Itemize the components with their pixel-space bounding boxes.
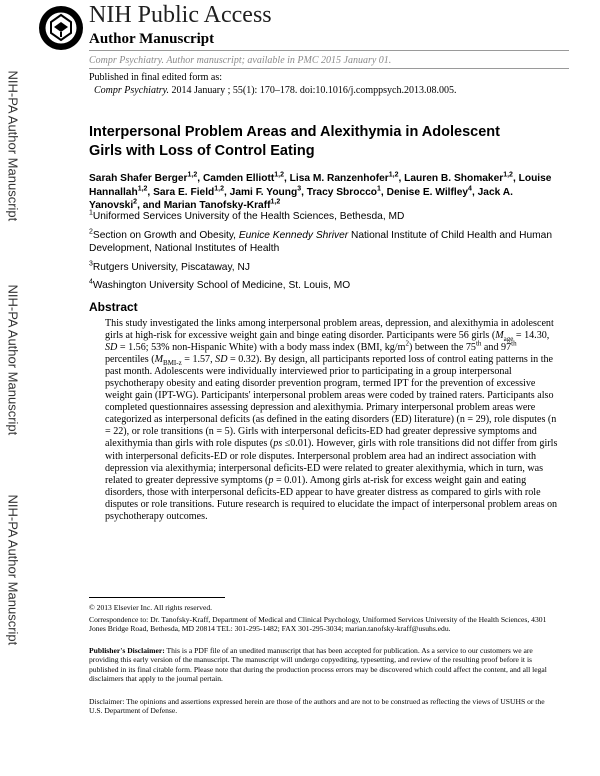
affiliation-marker: 3 <box>89 260 93 268</box>
abstract-math: M <box>495 330 504 342</box>
author-name: Tracy Sbrocco <box>306 186 378 198</box>
abstract-math: M <box>154 354 164 366</box>
pmc-availability-note: Compr Psychiatry. Author manuscript; available in PMC 2015 January 01. <box>89 55 392 66</box>
article-title-line-2: Girls with Loss of Control Eating <box>89 143 315 159</box>
abstract-heading: Abstract <box>89 300 138 314</box>
author-separator: , <box>284 173 290 184</box>
abstract-superscript: th <box>475 339 482 348</box>
abstract-text: This study investigated the links among interpersonal problem areas, depression, and alexithymia in adolescent girls at high-risk for excessive weight gain and binge eating disorder. Participants were 56 girls ( <box>105 318 554 342</box>
correspondence-note: Correspondence to: Dr. Tanofsky-Kraff, Department of Medical and Clinical Psychology, Uniformed Services University of the Health Sciences, 4301 Jones Bridge Road, Bethesda, MD 20814 TEL: 301-295-1482; FAX 301-295-3034; marian.tanofsky-kraff@usuhs.edu. <box>89 615 547 634</box>
author-affiliation-marker: 2 <box>133 198 138 206</box>
author-name: Denise E. Wilfley <box>386 186 469 198</box>
article-title <box>89 123 529 161</box>
affiliation-marker: 2 <box>89 228 93 236</box>
abstract-text: = 0.01). Among girls at-risk for excess weight gain and eating disorders, those with interpersonal deficits-ED appear to have greater distress as compared to girls with role disputes or role transitions. Future research is required to elucidate the impact of interpersonal problem areas on psychotherapy outcomes. <box>105 474 558 522</box>
author-separator: , <box>301 186 307 198</box>
abstract-text: percentiles ( <box>105 354 155 366</box>
author-name: Louise Hannallah <box>89 173 552 198</box>
author-separator: , and <box>137 200 164 212</box>
article-title-line-1: Interpersonal Problem Areas and Alexithymia in Adolescent <box>89 124 500 140</box>
author-affiliation-marker: 1,2 <box>270 198 281 206</box>
abstract-superscript: 2 <box>405 339 409 348</box>
footnote-rule <box>89 597 225 598</box>
affiliation-marker: 1 <box>89 209 93 217</box>
abstract-subscript: age <box>503 335 514 344</box>
author-separator: , <box>223 186 230 198</box>
author-separator: , <box>380 186 387 198</box>
abstract-math: SD <box>105 342 118 354</box>
affiliation-italic-text: Eunice Kennedy Shriver <box>238 230 349 241</box>
header-rule-bottom <box>89 68 569 69</box>
abstract-text: = 1.57, <box>181 354 216 366</box>
author-name: Lauren B. Shomaker <box>404 173 504 184</box>
author-name: Sara E. Field <box>153 186 215 198</box>
abstract-text: = 0.32). By design, all participants reported loss of control eating patterns in the past month. Adolescents were individually interviewed prior to participating in a group interpersonal psychotherapy obesity and eating disorder prevention program, termed IPT for the prevention of excessive weight gain (IPT-WG). Participants' interpersonal problem areas were coded by trained raters. Participants also completed questionnaires assessing depression and alexithymia. Primary interpersonal problem areas were categorized as interpersonal deficits (as defined in the eating disorders (ED) literature) (n = 29), role disputes (n = 22), or role transitions (n = 5). Girls with interpersonal deficits-ED had greater depressive symptoms and alexithymia than girls with role disputes ( <box>105 354 557 450</box>
side-watermark-bottom: NIH-PA Author Manuscript <box>5 494 21 646</box>
author-affiliation-marker: 1 <box>377 185 381 193</box>
author-separator: , <box>147 186 154 198</box>
author-name: Jami F. Young <box>229 186 298 198</box>
affiliation-text: Uniformed Services University of the Health Sciences, Bethesda, MD <box>92 211 405 222</box>
abstract-text: = 14.30, <box>513 330 550 342</box>
abstract-math: p <box>268 474 274 486</box>
header-rule-top <box>89 50 569 51</box>
author-affiliation-marker: 1,2 <box>137 185 148 193</box>
affiliation-text: Washington University School of Medicine, St. Louis, MO <box>92 280 351 291</box>
affiliation-3 <box>89 261 559 274</box>
abstract-text: = 1.56; 53% non-Hispanic White) with a body mass index (BMI, kg/m <box>117 342 406 354</box>
abstract-subscript: BMI-z <box>163 359 182 368</box>
views-disclaimer: Disclaimer: The opinions and assertions expressed herein are those of the authors and are not to be construed as reflecting the views of USUHS or the U.S. Department of Defense. <box>89 697 545 716</box>
affiliation-text: National Institute of Child Health and Human Development, National Institutes of Health <box>89 230 552 254</box>
affiliation-1 <box>89 210 559 223</box>
author-separator: , <box>471 186 478 198</box>
copyright-notice: © 2013 Elsevier Inc. All rights reserved. <box>89 603 213 612</box>
author-affiliation-marker: 1,2 <box>503 171 513 179</box>
publisher-disclaimer <box>89 646 559 684</box>
affiliation-4 <box>89 279 559 292</box>
side-watermark-middle: NIH-PA Author Manuscript <box>5 284 21 436</box>
affiliation-text: Rutgers University, Piscataway, NJ <box>92 262 250 273</box>
author-manuscript-label: Author Manuscript <box>89 31 215 47</box>
abstract-superscript: th <box>511 339 517 348</box>
affiliation-text: Section on Growth and Obesity, <box>92 230 239 241</box>
author-separator: , <box>512 173 519 184</box>
author-name: Lisa M. Ranzenhofer <box>289 173 389 184</box>
abstract-body <box>105 318 559 523</box>
affiliation-2 <box>89 229 559 255</box>
citation-line <box>94 85 456 96</box>
author-affiliation-marker: 3 <box>297 185 302 193</box>
side-watermark-top: NIH-PA Author Manuscript <box>5 70 21 222</box>
nih-logo <box>38 5 84 51</box>
author-name: Camden Elliott <box>202 173 275 184</box>
publisher-disclaimer-text: This is a PDF file of an unedited manuscript that has been accepted for publication. As a service to our customers we are providing this early version of the manuscript. The manuscript will undergo copyediting, typesetting, and review of the resulting proof before it is published in its final citable form. Please note that during the production process errors may be discovered which could affect the content, and all legal disclaimers that apply to the journal pertain. <box>89 646 547 684</box>
published-in-label: Published in final edited form as: <box>89 72 223 83</box>
author-affiliation-marker: 4 <box>468 185 472 193</box>
author-affiliation-marker: 1,2 <box>187 171 198 179</box>
abstract-math: SD <box>215 354 228 366</box>
author-name: Sarah Shafer Berger <box>89 173 188 184</box>
abstract-text: and 97 <box>481 342 512 354</box>
author-separator: , <box>398 173 405 184</box>
author-list <box>89 172 559 213</box>
nih-public-access-title: NIH Public Access <box>89 2 272 28</box>
author-name: Jack A. Yanovski <box>89 186 513 212</box>
abstract-math: ps <box>273 438 283 450</box>
author-separator: , <box>197 173 203 184</box>
author-affiliation-marker: 1,2 <box>274 171 284 179</box>
abstract-text: ) between the 75 <box>408 342 476 354</box>
citation-journal: Compr Psychiatry. <box>94 85 169 96</box>
author-affiliation-marker: 1,2 <box>388 171 399 179</box>
author-name: Marian Tanofsky-Kraff <box>163 200 271 212</box>
publisher-disclaimer-label: Publisher's Disclaimer: <box>89 646 165 655</box>
abstract-text: ≤0.01). However, girls with role transitions did not differ from girls with interpersonal deficits-ED or role disputes. Interpersonal problem area had an indirect association with depression via alexithymia; interpersonal deficits-ED were related to greater alexithymia, which in turn, was related to greater depressive symptoms ( <box>105 438 558 486</box>
affiliation-marker: 4 <box>89 278 93 286</box>
citation-details: 2014 January ; 55(1): 170–178. doi:10.1016/j.comppsych.2013.08.005. <box>169 85 457 96</box>
author-affiliation-marker: 1,2 <box>214 185 224 193</box>
